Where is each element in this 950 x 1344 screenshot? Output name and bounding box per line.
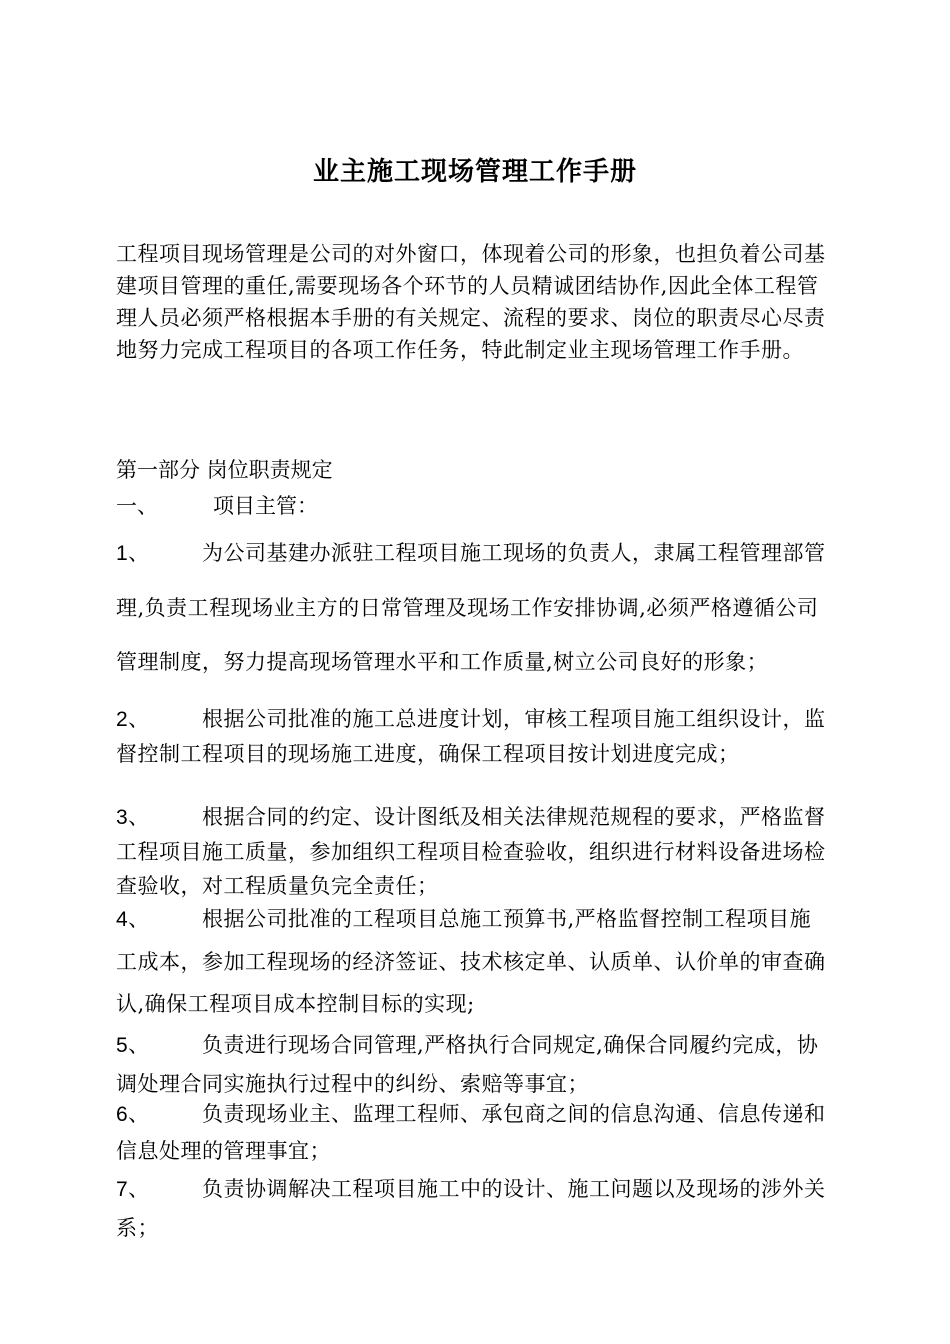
section-number: 一、 — [116, 494, 158, 518]
item-text: 根据公司批准的工程项目总施工预算书,严格监督控制工程项目施工成本，参加工程现场的经济签证、技术核定单、认质单、认价单的审查确认,确保工程项目成本控制目标的实现; — [116, 907, 826, 1016]
part-heading: 第一部分 岗位职责规定 — [116, 458, 333, 482]
item-number: 5、 — [116, 1034, 150, 1057]
item-text: 根据合同的约定、设计图纸及相关法律规范规程的要求，严格监督工程项目施工质量，参加组织工程项目检查验收，组织进行材料设备进场检查验收，对工程质量负完全责任； — [116, 805, 826, 898]
item-number: 2、 — [116, 708, 150, 731]
section-heading — [116, 490, 318, 520]
item-number: 6、 — [116, 1103, 150, 1126]
list-item-5 — [116, 1026, 832, 1103]
item-text: 负责协调解决工程项目施工中的设计、施工问题以及现场的涉外关系； — [116, 1177, 826, 1240]
document-title: 业主施工现场管理工作手册 — [312, 157, 637, 187]
item-text: 根据公司批准的施工总进度计划，审核工程项目施工组织设计，监督控制工程项目的现场施工进度，确保工程项目按计划进度完成； — [116, 707, 826, 766]
item-text: 负责进行现场合同管理,严格执行合同规定,确保合同履约完成，协调处理合同实施执行过程中的纠纷、索赔等事宜； — [116, 1033, 819, 1096]
item-number: 7、 — [116, 1178, 150, 1201]
list-item-3 — [116, 800, 832, 903]
list-item-1 — [116, 526, 832, 689]
list-item-6 — [116, 1096, 832, 1170]
list-item-2 — [116, 702, 832, 771]
item-text: 为公司基建办派驻工程项目施工现场的负责人，隶属工程管理部管理,负责工程现场业主方的日常管理及现场工作安排协调,必须严格遵循公司管理制度，努力提高现场管理水平和工作质量,树立公司良好的形象； — [116, 541, 826, 674]
intro-paragraph — [116, 238, 832, 366]
item-number: 1、 — [116, 542, 150, 565]
item-number: 4、 — [116, 908, 150, 931]
section-label: 项目主管： — [213, 494, 318, 518]
list-item-7 — [116, 1170, 832, 1247]
item-number: 3、 — [116, 806, 150, 829]
item-text: 负责现场业主、监理工程师、承包商之间的信息沟通、信息传递和信息处理的管理事宜； — [116, 1102, 826, 1163]
intro-text: 工程项目现场管理是公司的对外窗口，体现着公司的形象，也担负着公司基建项目管理的重任,需要现场各个环节的人员精诚团结协作,因此全体工程管理人员必须严格根据本手册的有关规定、流程的要求、岗位的职责尽心尽责地努力完成工程项目的各项工作任务，特此制定业主现场管理工作手册。 — [116, 242, 826, 362]
list-item-4 — [116, 898, 832, 1025]
